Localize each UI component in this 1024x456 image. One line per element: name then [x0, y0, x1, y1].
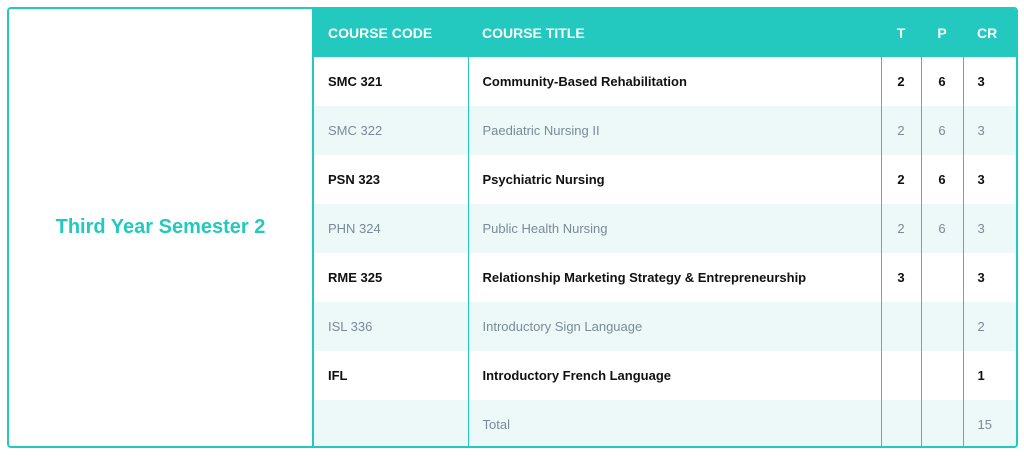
semester-panel: [9, 9, 314, 446]
header-course-title: COURSE TITLE: [468, 9, 881, 57]
cr-cell: 3: [963, 253, 1016, 302]
course-title-cell: Public Health Nursing: [468, 204, 881, 253]
course-code-cell: RME 325: [314, 253, 468, 302]
t-cell: [881, 351, 921, 400]
t-cell: 2: [881, 204, 921, 253]
total-row: [314, 400, 1016, 448]
course-title-cell: Psychiatric Nursing: [468, 155, 881, 204]
course-title-cell: Community-Based Rehabilitation: [468, 57, 881, 106]
course-table-card: [7, 7, 1018, 448]
t-cell: 3: [881, 253, 921, 302]
table-row: [314, 302, 1016, 351]
table-row: [314, 351, 1016, 400]
course-code-cell: SMC 321: [314, 57, 468, 106]
t-cell: 2: [881, 155, 921, 204]
t-cell: [881, 400, 921, 448]
header-p: P: [921, 9, 963, 57]
course-code-cell: PHN 324: [314, 204, 468, 253]
course-table: [314, 9, 1016, 448]
total-credits: 15: [963, 400, 1016, 448]
table-row: [314, 204, 1016, 253]
table-row: [314, 253, 1016, 302]
t-cell: [881, 302, 921, 351]
course-code-cell: [314, 400, 468, 448]
cr-cell: 3: [963, 106, 1016, 155]
p-cell: 6: [921, 106, 963, 155]
course-title-cell: Introductory Sign Language: [468, 302, 881, 351]
p-cell: [921, 351, 963, 400]
cr-cell: 2: [963, 302, 1016, 351]
course-code-cell: PSN 323: [314, 155, 468, 204]
p-cell: 6: [921, 155, 963, 204]
total-label: Total: [468, 400, 881, 448]
p-cell: [921, 253, 963, 302]
p-cell: [921, 400, 963, 448]
course-title-cell: Introductory French Language: [468, 351, 881, 400]
cr-cell: 3: [963, 57, 1016, 106]
header-course-code: COURSE CODE: [314, 9, 468, 57]
p-cell: [921, 302, 963, 351]
course-code-cell: IFL: [314, 351, 468, 400]
course-grid: [314, 9, 1016, 446]
table-row: [314, 106, 1016, 155]
table-header-row: [314, 9, 1016, 57]
cr-cell: 3: [963, 155, 1016, 204]
course-code-cell: SMC 322: [314, 106, 468, 155]
cr-cell: 3: [963, 204, 1016, 253]
course-title-cell: Relationship Marketing Strategy & Entrepreneurship: [468, 253, 881, 302]
t-cell: 2: [881, 106, 921, 155]
p-cell: 6: [921, 204, 963, 253]
header-t: T: [881, 9, 921, 57]
course-code-cell: ISL 336: [314, 302, 468, 351]
semester-title: Third Year Semester 2: [55, 216, 266, 238]
table-row: [314, 57, 1016, 106]
t-cell: 2: [881, 57, 921, 106]
header-cr: CR: [963, 9, 1016, 57]
p-cell: 6: [921, 57, 963, 106]
table-row: [314, 155, 1016, 204]
course-title-cell: Paediatric Nursing II: [468, 106, 881, 155]
cr-cell: 1: [963, 351, 1016, 400]
